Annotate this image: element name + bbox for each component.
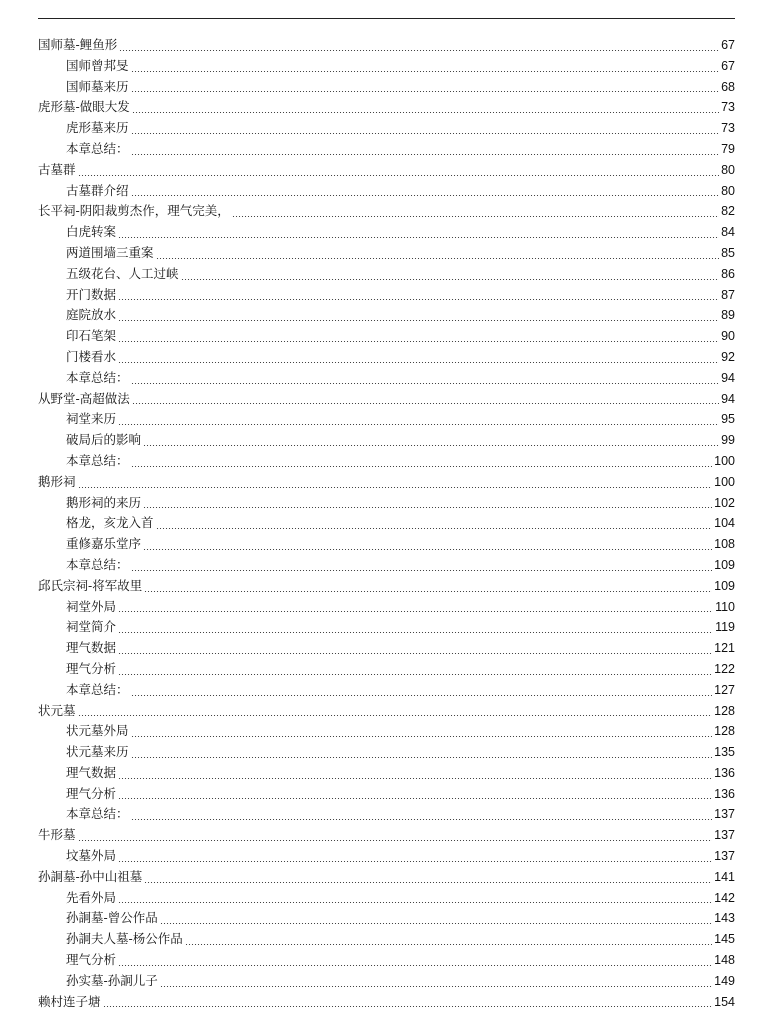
dot-leader bbox=[131, 695, 713, 696]
toc-entry[interactable] bbox=[38, 35, 735, 56]
dot-leader bbox=[143, 507, 712, 508]
dot-leader bbox=[118, 299, 719, 300]
dot-leader bbox=[131, 71, 720, 72]
toc-entry-title: 祠堂简介 bbox=[66, 619, 117, 635]
toc-entry[interactable] bbox=[38, 992, 735, 1013]
toc-subentry[interactable] bbox=[38, 409, 735, 430]
toc-page-number: 92 bbox=[721, 349, 735, 364]
toc-page-number: 80 bbox=[721, 183, 735, 198]
toc-entry-title: 孙实墓-孙詗儿子 bbox=[66, 972, 158, 988]
dot-leader bbox=[131, 757, 713, 758]
toc-page-number: 135 bbox=[714, 745, 735, 760]
toc-entry-title: 古墓群 bbox=[38, 161, 76, 177]
dot-leader bbox=[118, 320, 719, 321]
toc-subentry[interactable] bbox=[38, 908, 735, 929]
toc-page-number: 108 bbox=[714, 537, 735, 552]
toc-subentry[interactable] bbox=[38, 534, 735, 555]
toc-subentry[interactable] bbox=[38, 555, 735, 576]
dot-leader bbox=[131, 91, 720, 92]
dot-leader bbox=[131, 466, 713, 467]
toc-subentry[interactable] bbox=[38, 597, 735, 618]
toc-page-number: 95 bbox=[721, 412, 735, 427]
toc-page-number: 100 bbox=[714, 453, 735, 468]
header-rule bbox=[38, 18, 735, 19]
toc-entry[interactable] bbox=[38, 701, 735, 722]
toc-entry-title: 孙詗墓-曾公作品 bbox=[66, 910, 158, 926]
toc-subentry[interactable] bbox=[38, 804, 735, 825]
toc-subentry[interactable] bbox=[38, 451, 735, 472]
toc-subentry[interactable] bbox=[38, 77, 735, 98]
toc-entry-title: 本章总结： bbox=[66, 452, 129, 468]
dot-leader bbox=[118, 362, 719, 363]
toc-page-number: 82 bbox=[721, 204, 735, 219]
toc-page-number: 73 bbox=[721, 121, 735, 136]
toc-entry-title: 本章总结： bbox=[66, 806, 129, 822]
toc-entry-title: 国师曾邦旻 bbox=[66, 57, 129, 73]
toc-page-number: 80 bbox=[721, 162, 735, 177]
dot-leader bbox=[118, 674, 712, 675]
toc-subentry[interactable] bbox=[38, 326, 735, 347]
toc-entry-title: 五级花台、人工过峡 bbox=[66, 265, 179, 281]
toc-page-number: 145 bbox=[714, 932, 735, 947]
toc-page-number: 84 bbox=[721, 225, 735, 240]
dot-leader bbox=[118, 778, 712, 779]
toc-entry-title: 破局后的影响 bbox=[66, 432, 142, 448]
toc-subentry[interactable] bbox=[38, 742, 735, 763]
toc-subentry[interactable] bbox=[38, 368, 735, 389]
toc-entry-title: 理气数据 bbox=[66, 764, 117, 780]
toc-subentry[interactable] bbox=[38, 347, 735, 368]
toc-subentry[interactable] bbox=[38, 950, 735, 971]
toc-subentry[interactable] bbox=[38, 118, 735, 139]
toc-entry-title: 状元墓外局 bbox=[66, 723, 129, 739]
toc-entry-title: 状元墓 bbox=[38, 702, 76, 718]
dot-leader bbox=[156, 258, 720, 259]
toc-subentry[interactable] bbox=[38, 888, 735, 909]
toc-page-number: 109 bbox=[714, 557, 735, 572]
toc-page-number: 136 bbox=[714, 765, 735, 780]
toc-page-number: 141 bbox=[714, 869, 735, 884]
toc-page-number: 68 bbox=[721, 79, 735, 94]
toc-page-number: 142 bbox=[714, 890, 735, 905]
toc-page-number: 85 bbox=[721, 245, 735, 260]
toc-entry-title: 印石笔架 bbox=[66, 328, 117, 344]
toc-entry-title: 先看外局 bbox=[66, 889, 117, 905]
toc-page-number: 90 bbox=[721, 329, 735, 344]
toc-entry-title: 从野堂-高超做法 bbox=[38, 390, 130, 406]
dot-leader bbox=[144, 882, 712, 883]
toc-subentry[interactable] bbox=[38, 222, 735, 243]
toc-entry-title: 本章总结： bbox=[66, 681, 129, 697]
dot-leader bbox=[119, 50, 719, 51]
dot-leader bbox=[118, 237, 719, 238]
dot-leader bbox=[131, 154, 720, 155]
toc-entry-title: 白虎转案 bbox=[66, 224, 117, 240]
toc-entry-title: 祠堂外局 bbox=[66, 598, 117, 614]
toc-page-number: 73 bbox=[721, 100, 735, 115]
toc-subentry[interactable] bbox=[38, 430, 735, 451]
toc-entry-title: 重修嘉乐堂序 bbox=[66, 536, 142, 552]
toc-page-number: 137 bbox=[714, 849, 735, 864]
toc-entry[interactable] bbox=[38, 389, 735, 410]
toc-subentry[interactable] bbox=[38, 181, 735, 202]
toc-subentry[interactable] bbox=[38, 264, 735, 285]
toc-page-number: 109 bbox=[714, 578, 735, 593]
toc-page-number: 100 bbox=[714, 474, 735, 489]
toc-entry[interactable] bbox=[38, 160, 735, 181]
toc-subentry[interactable] bbox=[38, 929, 735, 950]
toc-page-number: 148 bbox=[714, 953, 735, 968]
toc-page-number: 121 bbox=[714, 641, 735, 656]
toc-subentry[interactable] bbox=[38, 721, 735, 742]
toc-subentry[interactable] bbox=[38, 56, 735, 77]
toc-page-number: 87 bbox=[721, 287, 735, 302]
dot-leader bbox=[118, 861, 712, 862]
toc-entry-title: 开门数据 bbox=[66, 286, 117, 302]
table-of-contents bbox=[38, 35, 735, 1012]
toc-page-number: 154 bbox=[714, 994, 735, 1009]
toc-entry-title: 孙詗墓-孙中山祖墓 bbox=[38, 868, 143, 884]
toc-entry-title: 虎形墓来历 bbox=[66, 120, 129, 136]
dot-leader bbox=[131, 195, 720, 196]
toc-entry-title: 长平祠-阴阳裁剪杰作，理气完美， bbox=[38, 203, 230, 219]
toc-entry-title: 鹅形祠的来历 bbox=[66, 494, 142, 510]
dot-leader bbox=[118, 424, 719, 425]
toc-entry-title: 理气分析 bbox=[66, 952, 117, 968]
toc-entry[interactable] bbox=[38, 867, 735, 888]
dot-leader bbox=[131, 383, 720, 384]
toc-entry-title: 理气数据 bbox=[66, 640, 117, 656]
toc-entry-title: 两道围墙三重案 bbox=[66, 244, 154, 260]
toc-page-number: 149 bbox=[714, 973, 735, 988]
toc-subentry[interactable] bbox=[38, 139, 735, 160]
dot-leader bbox=[118, 611, 713, 612]
toc-entry[interactable] bbox=[38, 472, 735, 493]
toc-entry-title: 坟墓外局 bbox=[66, 848, 117, 864]
dot-leader bbox=[78, 715, 713, 716]
toc-page-number: 119 bbox=[715, 620, 735, 635]
toc-page-number: 89 bbox=[721, 308, 735, 323]
toc-entry-title: 邱氏宗祠-将军故里 bbox=[38, 577, 143, 593]
toc-entry[interactable] bbox=[38, 97, 735, 118]
toc-entry-title: 理气分析 bbox=[66, 785, 117, 801]
toc-subentry[interactable] bbox=[38, 763, 735, 784]
dot-leader bbox=[103, 1006, 713, 1007]
toc-page-number: 94 bbox=[721, 370, 735, 385]
toc-page-number: 67 bbox=[721, 38, 735, 52]
dot-leader bbox=[132, 403, 719, 404]
toc-page-number: 67 bbox=[721, 58, 735, 73]
toc-entry[interactable] bbox=[38, 576, 735, 597]
dot-leader bbox=[132, 112, 719, 113]
toc-page-number: 99 bbox=[721, 433, 735, 448]
toc-page-number: 110 bbox=[715, 599, 735, 614]
dot-leader bbox=[156, 528, 713, 529]
toc-entry[interactable] bbox=[38, 825, 735, 846]
toc-subentry[interactable] bbox=[38, 638, 735, 659]
toc-subentry[interactable] bbox=[38, 617, 735, 638]
toc-page-number: 143 bbox=[714, 911, 735, 926]
toc-entry-title: 国师墓来历 bbox=[66, 78, 129, 94]
toc-subentry[interactable] bbox=[38, 493, 735, 514]
toc-entry-title: 理气分析 bbox=[66, 660, 117, 676]
dot-leader bbox=[160, 923, 712, 924]
toc-entry-title: 古墓群介绍 bbox=[66, 182, 129, 198]
dot-leader bbox=[143, 445, 719, 446]
dot-leader bbox=[232, 216, 719, 217]
toc-entry-title: 赖村连子塘 bbox=[38, 993, 101, 1009]
toc-subentry[interactable] bbox=[38, 305, 735, 326]
toc-entry-title: 本章总结： bbox=[66, 369, 129, 385]
dot-leader bbox=[144, 591, 712, 592]
toc-subentry[interactable] bbox=[38, 513, 735, 534]
toc-subentry[interactable] bbox=[38, 243, 735, 264]
dot-leader bbox=[185, 944, 712, 945]
toc-entry-title: 庭院放水 bbox=[66, 307, 117, 323]
dot-leader bbox=[118, 341, 719, 342]
toc-subentry[interactable] bbox=[38, 846, 735, 867]
toc-subentry[interactable] bbox=[38, 285, 735, 306]
toc-page-number: 94 bbox=[721, 391, 735, 406]
toc-subentry[interactable] bbox=[38, 971, 735, 992]
toc-page-number: 128 bbox=[714, 703, 735, 718]
toc-page-number: 137 bbox=[714, 828, 735, 843]
toc-entry-title: 虎形墓-做眼大发 bbox=[38, 99, 130, 115]
dot-leader bbox=[78, 840, 713, 841]
dot-leader bbox=[131, 570, 713, 571]
dot-leader bbox=[131, 736, 713, 737]
dot-leader bbox=[143, 549, 712, 550]
toc-page-number: 102 bbox=[714, 495, 735, 510]
toc-page-number: 137 bbox=[714, 807, 735, 822]
toc-page-number: 127 bbox=[714, 682, 735, 697]
toc-subentry[interactable] bbox=[38, 680, 735, 701]
toc-entry-title: 门楼看水 bbox=[66, 348, 117, 364]
dot-leader bbox=[131, 133, 720, 134]
dot-leader bbox=[118, 653, 712, 654]
toc-entry-title: 孙詗夫人墓-杨公作品 bbox=[66, 931, 183, 947]
dot-leader bbox=[160, 986, 712, 987]
dot-leader bbox=[78, 175, 720, 176]
dot-leader bbox=[118, 965, 712, 966]
dot-leader bbox=[118, 798, 712, 799]
toc-entry-title: 鹅形祠 bbox=[38, 473, 76, 489]
toc-subentry[interactable] bbox=[38, 659, 735, 680]
dot-leader bbox=[78, 487, 713, 488]
toc-page-number: 79 bbox=[721, 141, 735, 156]
toc-entry[interactable] bbox=[38, 201, 735, 222]
toc-page-number: 86 bbox=[721, 266, 735, 281]
dot-leader bbox=[131, 819, 713, 820]
toc-entry-title: 国师墓-鲤鱼形 bbox=[38, 37, 118, 52]
toc-page-number: 128 bbox=[714, 724, 735, 739]
toc-entry-title: 格龙，亥龙入首 bbox=[66, 515, 154, 531]
toc-subentry[interactable] bbox=[38, 784, 735, 805]
dot-leader bbox=[118, 902, 712, 903]
toc-entry-title: 本章总结： bbox=[66, 140, 129, 156]
toc-page-number: 122 bbox=[714, 661, 735, 676]
toc-entry-title: 祠堂来历 bbox=[66, 411, 117, 427]
toc-entry-title: 状元墓来历 bbox=[66, 744, 129, 760]
toc-page-number: 136 bbox=[714, 786, 735, 801]
dot-leader bbox=[181, 279, 720, 280]
toc-page-number: 104 bbox=[714, 516, 735, 531]
toc-entry-title: 牛形墓 bbox=[38, 827, 76, 843]
toc-entry-title: 本章总结： bbox=[66, 556, 129, 572]
dot-leader bbox=[118, 632, 713, 633]
